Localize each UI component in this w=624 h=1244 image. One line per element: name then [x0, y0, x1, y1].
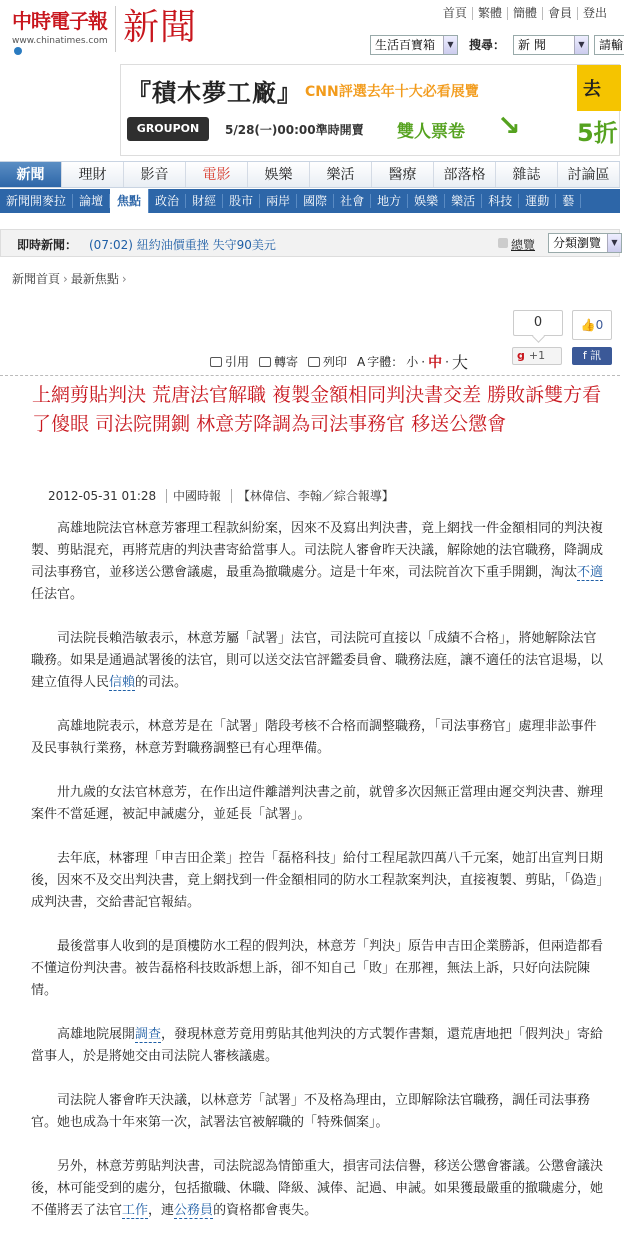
top-link-traditional[interactable]: 繁體 — [472, 7, 507, 20]
article-paragraph: 高雄地院展開調查，發現林意芳竟用剪貼其他判決的方式製作書類，還荒唐地把「假判決」寄給當事人，於是將她交由司法院人審核議處。 — [31, 1027, 604, 1064]
subnav-item-active[interactable]: 焦點 — [110, 189, 149, 213]
chevron-down-icon: ▼ — [607, 234, 621, 252]
ad-date: 5/28(一)00:00準時開賣 — [225, 123, 364, 137]
chevron-down-icon: ▼ — [443, 36, 457, 54]
article-paragraph: 司法院人審會昨天決議，以林意芳「試署」不及格為理由，立即解除法官職務，調任司法事務官。她也成為十年來第一次，試署法官被解職的「特殊個案」。 — [31, 1093, 591, 1130]
breadcrumb-latest[interactable]: 最新焦點 — [70, 272, 119, 286]
cite-button[interactable]: 引用 — [210, 353, 249, 370]
ad-title: 『積木夢工廠』 — [127, 79, 302, 107]
subnav-item[interactable]: 新聞開麥拉 — [0, 194, 73, 208]
article-paragraph: 卅九歲的女法官林意芳，在作出這件離譜判決書之前，就曾多次因無正當理由遲交判決書、辦理案件不當延遲，被記申誡處分，並延長「試署」。 — [31, 785, 604, 822]
ad-corner: 去 — [577, 65, 621, 111]
ad-banner[interactable] — [120, 64, 620, 156]
article-body — [31, 518, 605, 1244]
nav-news[interactable]: 新聞 — [0, 162, 62, 187]
print-icon — [308, 357, 320, 367]
main-nav — [0, 161, 620, 188]
article-paragraph: 最後當事人收到的是頂樓防水工程的假判決，林意芳「判決」原告申吉田企業勝訴，但兩造都看不懂這份判決書。被告磊格科技敗訴想上訴，卻不知自己「敗」在那裡，無法上訴，只好向法院陳情。 — [31, 939, 604, 998]
ad-subtitle: CNN評選去年十大必看展覽 — [305, 84, 479, 100]
category-select[interactable]: 分類瀏覽 ▼ — [548, 233, 622, 253]
globe-icon — [14, 47, 22, 55]
top-links — [438, 7, 612, 20]
rss-icon — [498, 238, 508, 248]
nav-magazine[interactable]: 雜誌 — [496, 162, 558, 187]
keyword-link[interactable]: 工作 — [122, 1203, 149, 1218]
section-title: 新聞 — [123, 7, 198, 48]
forward-button[interactable]: 轉寄 — [259, 353, 298, 370]
subnav-item[interactable]: 樂活 — [445, 194, 482, 208]
article-meta — [48, 487, 400, 504]
logo-sub: www.chinatimes.com — [12, 36, 108, 46]
subnav-item[interactable]: 兩岸 — [260, 194, 297, 208]
arrow-icon: ↘ — [497, 109, 521, 142]
search-input[interactable]: 請輸 — [594, 35, 624, 55]
keyword-link[interactable]: 不適 — [577, 565, 604, 580]
keyword-link[interactable]: 公務員 — [174, 1203, 214, 1218]
breaking-label: 即時新聞： — [17, 238, 78, 252]
thumbs-up-icon: 👍 — [580, 318, 596, 332]
nav-blog[interactable]: 部落格 — [434, 162, 496, 187]
gplus-icon: g — [517, 349, 525, 362]
font-size-control: A 字體： 小 · 中 · 大 — [357, 350, 471, 373]
top-link-member[interactable]: 會員 — [542, 7, 577, 20]
divider — [0, 375, 620, 376]
article-source: 中國時報 — [166, 489, 227, 503]
breaking-news-link[interactable]: (07:02) 紐約油價重挫 失守90美元 — [89, 238, 276, 252]
nav-lifestyle[interactable]: 樂活 — [310, 162, 372, 187]
subnav-item[interactable]: 地方 — [371, 194, 408, 208]
fb-share-button[interactable]: f 訊 — [572, 347, 612, 365]
top-link-simplified[interactable]: 簡體 — [507, 7, 542, 20]
header-divider — [115, 6, 116, 52]
article-tools — [210, 350, 481, 373]
like-count: 0 — [513, 310, 563, 336]
fb-like-button[interactable]: 👍0 — [572, 310, 612, 340]
overview-link[interactable]: 總覽 — [511, 238, 536, 252]
chevron-right-icon: › — [121, 272, 127, 286]
nav-movie[interactable]: 電影 — [186, 162, 248, 187]
channel-select[interactable]: 生活百寶箱 ▼ — [370, 35, 458, 55]
nav-finance[interactable]: 理財 — [62, 162, 124, 187]
nav-video[interactable]: 影音 — [124, 162, 186, 187]
nav-entertainment[interactable]: 娛樂 — [248, 162, 310, 187]
font-icon: A — [357, 354, 366, 369]
chevron-down-icon: ▼ — [574, 36, 588, 54]
breaking-news-bar — [0, 229, 620, 257]
keyword-link[interactable]: 信賴 — [109, 675, 136, 690]
subnav-item[interactable]: 運動 — [519, 194, 556, 208]
ad-promo: 雙人票卷 — [397, 122, 465, 142]
article-paragraph: 高雄地院表示，林意芳是在「試署」階段考核不合格而調整職務，「司法事務官」處理非訟事件及民事執行業務，林意芳對職務調整已有心理準備。 — [31, 719, 597, 756]
font-large-button[interactable]: 大 — [451, 353, 468, 372]
mail-icon — [259, 357, 271, 367]
nav-forum[interactable]: 討論區 — [558, 162, 620, 187]
keyword-link[interactable]: 調查 — [135, 1027, 162, 1042]
article-date: 2012-05-31 01:28 — [48, 489, 157, 503]
logo-text: 中時電子報 — [12, 9, 107, 33]
search-scope-select[interactable]: 新 聞 ▼ — [513, 35, 589, 55]
subnav-item[interactable]: 股市 — [223, 194, 260, 208]
article-paragraph: 高雄地院法官林意芳審理工程款糾紛案，因來不及寫出判決書，竟上網找一件金額相同的判決複製、剪貼混充，再將荒唐的判決書寄給當事人。司法院人審會昨天決議，解除她的法官職務，降調成司法事務官，並移送公懲會議處，最重為撤職處分。這是十年來，司法院首次下重手開鍘，淘汰不適任法官。 — [31, 521, 604, 602]
article-authors: 【林偉信、李翰／綜合報導】 — [231, 489, 400, 503]
comment-icon — [210, 357, 222, 367]
groupon-logo: GROUPON — [127, 117, 209, 141]
top-link-home[interactable]: 首頁 — [442, 6, 467, 20]
nav-health[interactable]: 醫療 — [372, 162, 434, 187]
subnav-item[interactable]: 國際 — [297, 194, 334, 208]
search-label: 搜尋： — [469, 38, 506, 52]
article-headline: 上網剪貼判決 荒唐法官解職 複製金額相同判決書交差 勝敗訴雙方看了傻眼 司法院開鍘 林意芳降調為司法事務官 移送公懲會 — [32, 384, 602, 435]
breadcrumb — [12, 270, 130, 287]
subnav-item[interactable]: 論壇 — [73, 194, 110, 208]
subnav-item[interactable]: 財經 — [186, 194, 223, 208]
subnav-item[interactable]: 社會 — [334, 194, 371, 208]
article-paragraph: 司法院長賴浩敏表示，林意芳屬「試署」法官，司法院可直接以「成績不合格」，將她解除法官職務。如果是通過試署後的法官，則可以送交法官評鑑委員會、職務法庭，讓不適任的法官退場，以建立值得人民信賴的司法。 — [31, 631, 604, 690]
subnav-item[interactable]: 藝 — [556, 194, 581, 208]
print-button[interactable]: 列印 — [308, 353, 347, 370]
site-logo[interactable] — [12, 5, 112, 53]
top-link-logout[interactable]: 登出 — [577, 7, 612, 20]
subnav-item[interactable]: 娛樂 — [408, 194, 445, 208]
font-small-button[interactable]: 小 — [406, 355, 419, 369]
chevron-right-icon: › — [63, 272, 68, 286]
article-paragraph: 另外，林意芳剪貼判決書，司法院認為情節重大，損害司法信譽，移送公懲會審議。公懲會議決後，林可能受到的處分，包括撤職、休職、降級、減俸、記過、申誡。如果獲最嚴重的撤職處分，她不僅將丟了法官工作，連公務員的資格都會喪失。 — [31, 1159, 604, 1218]
subnav-item[interactable]: 科技 — [482, 194, 519, 208]
subnav-item[interactable]: 政治 — [149, 194, 186, 208]
font-medium-button[interactable]: 中 — [428, 354, 443, 371]
gplus-button[interactable]: g +1 — [512, 347, 562, 365]
breadcrumb-home[interactable]: 新聞首頁 — [12, 272, 61, 286]
article-paragraph: 去年底，林審理「申吉田企業」控告「磊格科技」給付工程尾款四萬八千元案，她訂出宣判日期後，因來不及交出判決書，竟上網找到一件金額相同的防水工程款案判決，直接複製、剪貼，「偽造」成判決書，交給書記官報結。 — [31, 851, 604, 910]
site-header — [0, 0, 624, 60]
sub-nav — [0, 189, 620, 213]
ad-price: 5折 — [577, 119, 618, 147]
